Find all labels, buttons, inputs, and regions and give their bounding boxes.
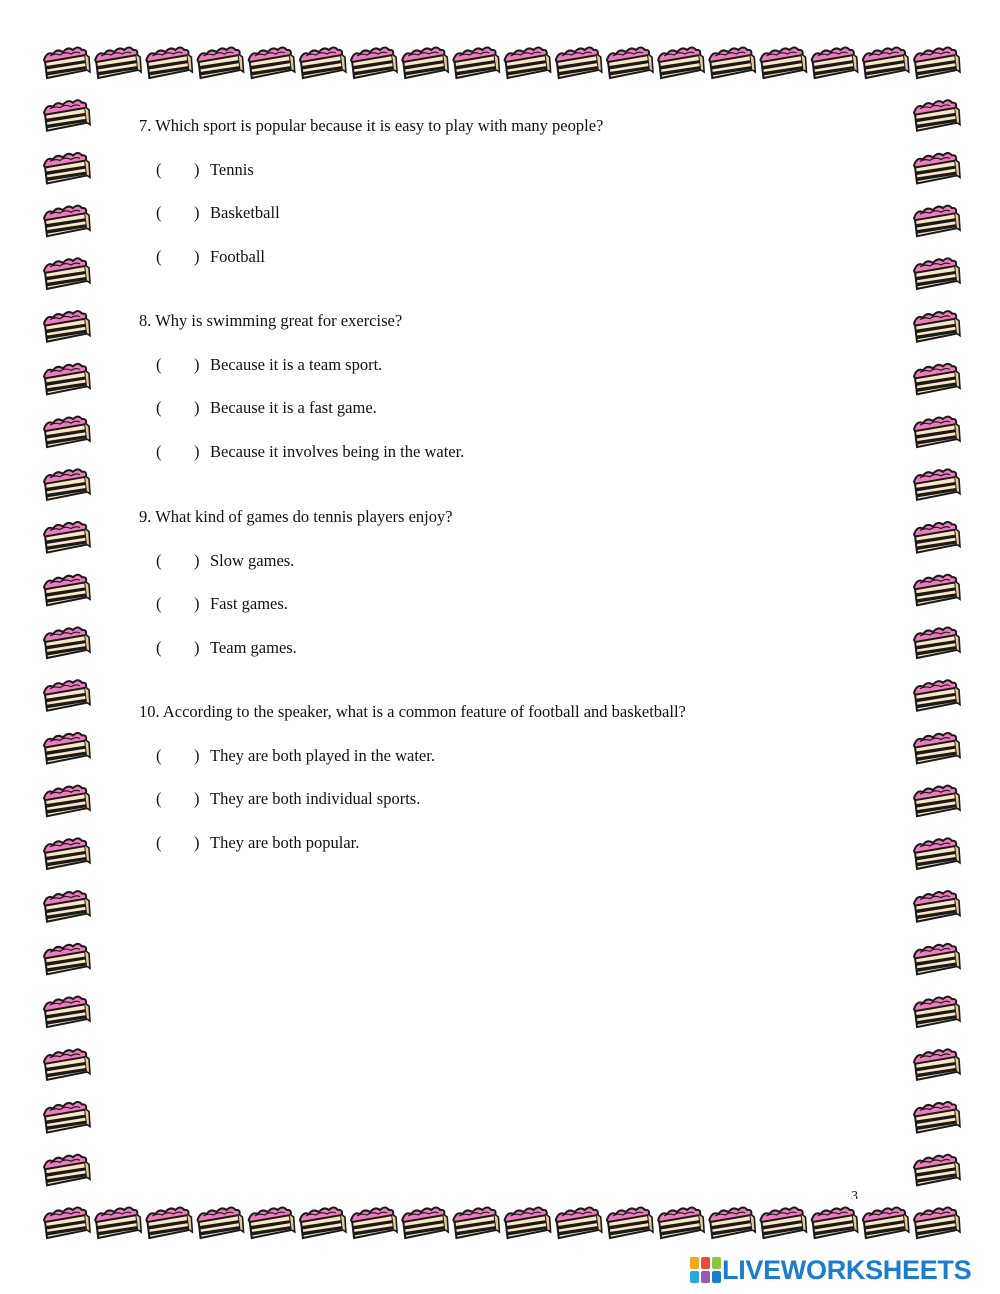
cake-slice-icon: [351, 1208, 397, 1239]
answer-blank-open[interactable]: (: [156, 247, 162, 266]
cake-slice-icon: [914, 258, 960, 289]
answer-blank-close: ): [194, 247, 200, 266]
cake-slice-icon: [709, 1208, 755, 1239]
cake-slice-icon: [44, 997, 90, 1027]
answer-option-text: Because it involves being in the water.: [210, 442, 465, 461]
answer-option-text: Basketball: [210, 203, 280, 222]
cake-slice-icon: [812, 48, 858, 79]
cake-slice-icon: [863, 48, 909, 79]
cake-slice-icon: [44, 891, 90, 922]
cake-slice-icon: [760, 48, 806, 79]
cake-slice-icon: [914, 100, 960, 130]
cake-slice-icon: [914, 311, 960, 342]
cake-slice-icon: [351, 48, 397, 79]
cake-slice-icon: [658, 1208, 704, 1239]
answer-blank-open[interactable]: (: [156, 833, 162, 852]
cake-slice-icon: [44, 628, 90, 659]
cake-slice-icon: [44, 364, 90, 395]
cake-slice-icon: [914, 522, 960, 553]
cake-slice-icon: [453, 48, 499, 79]
cake-slice-icon: [914, 891, 960, 922]
cake-slice-icon: [146, 1208, 192, 1239]
answer-blank-close: ): [194, 398, 200, 417]
answer-blank-open[interactable]: (: [156, 594, 162, 613]
question-text: 7. Which sport is popular because it is easy to play with many people?: [139, 116, 604, 135]
cake-slice-icon: [44, 469, 90, 500]
cake-slice-icon: [44, 1155, 90, 1186]
answer-blank-open[interactable]: (: [156, 203, 162, 222]
cake-slice-icon: [914, 944, 960, 975]
cake-slice-icon: [44, 733, 90, 764]
answer-blank-open[interactable]: (: [156, 638, 162, 657]
cake-slice-icon: [914, 417, 960, 448]
question-text: 9. What kind of games do tennis players enjoy?: [139, 507, 453, 526]
cake-slice-icon: [914, 1155, 960, 1186]
cake-slice-icon: [44, 786, 90, 817]
cake-slice-icon: [95, 1208, 141, 1239]
answer-blank-close: ): [194, 638, 200, 657]
cake-slice-icon: [863, 1208, 909, 1239]
cake-slice-icon: [709, 48, 755, 79]
answer-blank-open[interactable]: (: [156, 551, 162, 570]
cake-slice-icon: [402, 1208, 448, 1239]
cake-slice-icon: [44, 575, 90, 606]
cake-slice-icon: [812, 1208, 858, 1239]
cake-slice-icon: [44, 1102, 90, 1133]
cake-slice-icon: [556, 1208, 602, 1239]
answer-blank-close: ): [194, 160, 200, 179]
answer-option-text: Tennis: [210, 160, 254, 179]
answer-blank-close: ): [194, 833, 200, 852]
answer-option-text: Football: [210, 247, 266, 266]
cake-slice-icon: [44, 522, 90, 553]
question-text: 8. Why is swimming great for exercise?: [139, 311, 403, 330]
cake-slice-icon: [914, 364, 960, 395]
cake-slice-icon: [44, 838, 90, 869]
answer-blank-open[interactable]: (: [156, 442, 162, 461]
cake-slice-icon: [44, 417, 90, 448]
cake-slice-icon: [914, 628, 960, 659]
cake-slice-icon: [607, 1208, 653, 1239]
cake-slice-icon: [44, 1049, 90, 1080]
cake-slice-icon: [44, 258, 90, 289]
answer-blank-close: ): [194, 594, 200, 613]
cake-slice-icon: [44, 944, 90, 975]
cake-slice-icon: [146, 48, 192, 79]
answer-blank-close: ): [194, 203, 200, 222]
answer-blank-open[interactable]: (: [156, 160, 162, 179]
cake-slice-icon: [44, 206, 90, 237]
cake-slice-icon: [402, 48, 448, 79]
cake-slice-icon: [44, 311, 90, 342]
answer-option-text: Slow games.: [210, 551, 295, 570]
cake-slice-icon: [607, 48, 653, 79]
cake-slice-icon: [44, 1208, 90, 1239]
page-number: 3: [851, 1190, 858, 1199]
cake-slice-icon: [914, 48, 960, 79]
answer-blank-close: ): [194, 442, 200, 461]
cake-slice-icon: [198, 1208, 244, 1239]
answer-option-text: Team games.: [210, 638, 297, 657]
answer-blank-close: ): [194, 551, 200, 570]
answer-blank-open[interactable]: (: [156, 398, 162, 417]
cake-slice-icon: [300, 48, 346, 79]
cake-slice-icon: [95, 48, 141, 79]
cake-slice-icon: [505, 1208, 551, 1239]
cake-slice-icon: [914, 733, 960, 764]
cake-slice-icon: [914, 786, 960, 817]
cake-slice-icon: [453, 1208, 499, 1239]
cake-slice-icon: [914, 153, 960, 184]
cake-slice-icon: [300, 1208, 346, 1239]
liveworksheets-logo-icon: [690, 1257, 720, 1283]
answer-blank-open[interactable]: (: [156, 355, 162, 374]
brand-name: LIVEWORKSHEETS: [722, 1255, 972, 1285]
answer-option-text: They are both popular.: [210, 833, 360, 852]
cake-slice-icon: [914, 1208, 960, 1239]
cake-slice-icon: [914, 575, 960, 606]
cake-slice-icon: [505, 48, 551, 79]
cake-slice-icon: [914, 469, 960, 500]
cake-slice-icon: [249, 1208, 295, 1239]
answer-option-text: Because it is a team sport.: [210, 355, 383, 374]
answer-blank-close: ): [194, 355, 200, 374]
cake-slice-icon: [914, 206, 960, 237]
answer-option-text: They are both played in the water.: [210, 746, 435, 765]
answer-option-text: Because it is a fast game.: [210, 398, 377, 417]
answer-blank-close: ): [194, 789, 200, 808]
cake-slice-icon: [249, 48, 295, 79]
cake-slice-icon: [556, 48, 602, 79]
cake-slice-icon: [198, 48, 244, 79]
brand-logo[interactable]: [690, 1255, 971, 1285]
cake-slice-icon: [44, 680, 90, 711]
answer-blank-close: ): [194, 746, 200, 765]
answer-option-text: Fast games.: [210, 594, 288, 613]
answer-blank-open[interactable]: (: [156, 746, 162, 765]
cake-slice-icon: [44, 48, 90, 79]
cake-slice-icon: [44, 100, 90, 130]
cake-slice-icon: [914, 680, 960, 711]
cake-slice-icon: [44, 153, 90, 184]
cake-slice-icon: [760, 1208, 806, 1239]
cake-slice-icon: [914, 997, 960, 1027]
answer-blank-open[interactable]: (: [156, 789, 162, 808]
question-text: 10. According to the speaker, what is a common feature of football and basketball?: [139, 702, 686, 721]
cake-slice-icon: [658, 48, 704, 79]
cake-slice-icon: [914, 838, 960, 869]
cake-slice-icon: [914, 1049, 960, 1080]
cake-slice-icon: [914, 1102, 960, 1133]
answer-option-text: They are both individual sports.: [210, 789, 421, 808]
